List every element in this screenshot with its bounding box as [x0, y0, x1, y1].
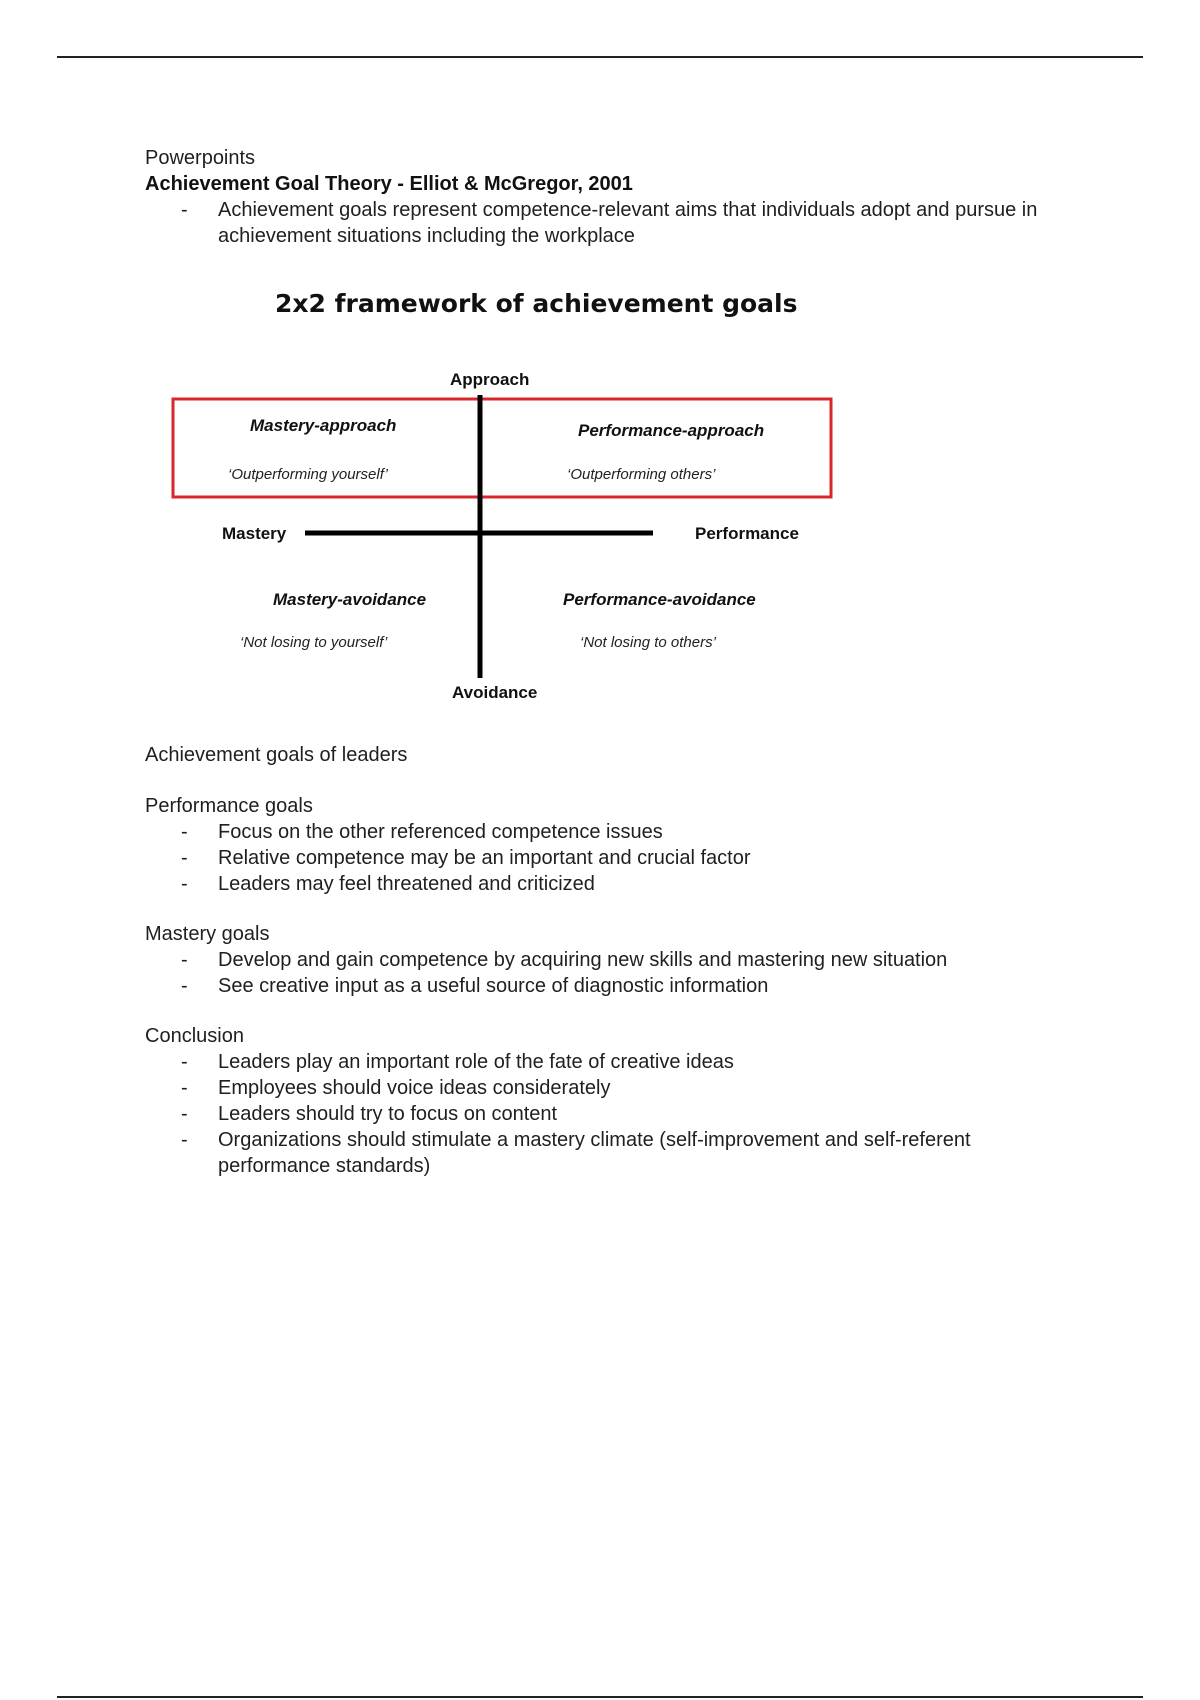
list-item-text: Develop and gain competence by acquiring new skills and mastering new situation	[218, 949, 948, 971]
list-item	[145, 871, 1085, 897]
quadrant-mastery-approach-quote: ‘Outperforming yourself’	[228, 466, 388, 483]
quadrant-mastery-avoidance-quote: ‘Not losing to yourself’	[240, 634, 388, 651]
list-item-text: Relative competence may be an important and crucial factor	[218, 847, 751, 869]
bullet-dash: -	[181, 1051, 188, 1073]
mastery-goals-heading: Mastery goals	[145, 923, 270, 945]
achievement-goals-diagram	[160, 285, 860, 705]
axis-label-performance: Performance	[695, 524, 799, 543]
list-item	[145, 973, 1085, 999]
top-rule	[57, 56, 1143, 58]
mastery-goals-section	[145, 921, 1085, 999]
list-item-text: Employees should voice ideas considerately	[218, 1077, 611, 1099]
quadrant-performance-avoidance-quote: ‘Not losing to others’	[580, 634, 716, 651]
bullet-dash: -	[181, 1103, 188, 1125]
quadrant-performance-approach-title: Performance-approach	[578, 421, 765, 440]
performance-goals-section	[145, 793, 1085, 897]
list-item	[145, 1101, 1085, 1127]
leaders-heading: Achievement goals of leaders	[145, 744, 408, 766]
list-item	[145, 845, 1085, 871]
quadrant-mastery-approach-title: Mastery-approach	[250, 416, 397, 435]
intro-block	[145, 145, 1085, 249]
list-item	[145, 1049, 1085, 1075]
bullet-dash: -	[181, 1129, 188, 1151]
section-label: Powerpoints	[145, 147, 256, 169]
bullet-dash: -	[181, 199, 188, 221]
quadrant-mastery-avoidance-title: Mastery-avoidance	[273, 590, 427, 609]
bullet-dash: -	[181, 873, 188, 895]
bullet-dash: -	[181, 1077, 188, 1099]
conclusion-list	[145, 1049, 1085, 1179]
performance-goals-heading: Performance goals	[145, 795, 313, 817]
axis-label-mastery: Mastery	[222, 524, 287, 543]
quadrant-performance-avoidance-title: Performance-avoidance	[563, 590, 756, 609]
axis-label-avoidance: Avoidance	[452, 683, 538, 702]
bullet-dash: -	[181, 975, 188, 997]
list-item-text: See creative input as a useful source of diagnostic information	[218, 975, 769, 997]
intro-list	[145, 197, 1085, 249]
bullet-dash: -	[181, 821, 188, 843]
leaders-section	[145, 742, 1085, 768]
list-item	[145, 1127, 1085, 1179]
list-item-text: Focus on the other referenced competence issues	[218, 821, 663, 843]
bullet-dash: -	[181, 847, 188, 869]
mastery-goals-list	[145, 947, 1085, 999]
axis-label-approach: Approach	[450, 370, 530, 389]
list-item-text: Organizations should stimulate a mastery climate (self-improvement and self-referent performance standards)	[218, 1129, 971, 1177]
list-item-text: Leaders should try to focus on content	[218, 1103, 558, 1125]
bullet-dash: -	[181, 949, 188, 971]
quadrant-performance-approach-quote: ‘Outperforming others’	[567, 466, 716, 483]
list-item-text: Leaders may feel threatened and criticized	[218, 873, 595, 895]
list-item	[145, 819, 1085, 845]
list-item	[145, 197, 1085, 249]
conclusion-section	[145, 1023, 1085, 1179]
conclusion-heading: Conclusion	[145, 1025, 244, 1047]
performance-goals-list	[145, 819, 1085, 897]
list-item-text: Achievement goals represent competence-relevant aims that individuals adopt and pursue in achievement situations including the workplace	[218, 199, 1038, 247]
list-item	[145, 947, 1085, 973]
diagram-title: 2x2 framework of achievement goals	[275, 289, 798, 318]
page-title: Achievement Goal Theory - Elliot & McGregor, 2001	[145, 173, 633, 195]
bottom-rule	[57, 1696, 1143, 1698]
list-item-text: Leaders play an important role of the fate of creative ideas	[218, 1051, 734, 1073]
list-item	[145, 1075, 1085, 1101]
